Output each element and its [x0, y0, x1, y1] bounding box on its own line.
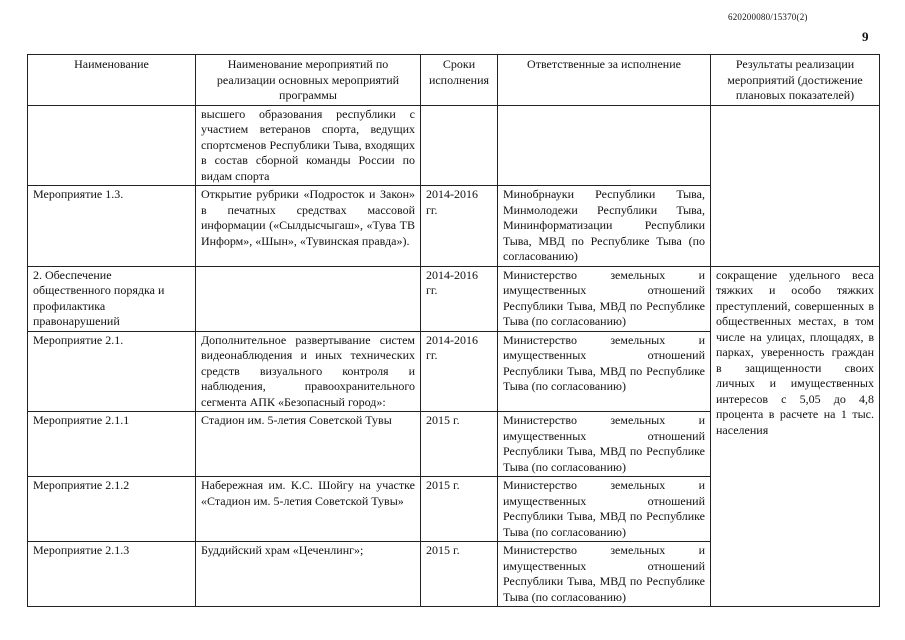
row-name: Мероприятие 2.1.2 — [28, 477, 196, 542]
row-responsible: Министерство земельных и имущественных отношений Республики Тыва, МВД по Республике Тыва (по согласованию) — [498, 477, 711, 542]
row-term: 2015 г. — [421, 477, 498, 542]
row-activity: Стадион им. 5-летия Советской Тувы — [196, 412, 421, 477]
row-name: 2. Обеспечение общественного порядка и профилактика правонарушений — [28, 266, 196, 331]
table-row — [28, 266, 880, 331]
row-responsible — [498, 105, 711, 186]
page-number: 9 — [862, 29, 869, 44]
row-activity: Буддийский храм «Цеченлинг»; — [196, 542, 421, 607]
row-term: 2014-2016 гг. — [421, 186, 498, 267]
row-responsible: Минобрнауки Республики Тыва, Минмолодежи Республики Тыва, Мининформатизации Республики Тыва, МВД по Республике Тыва (по согласованию) — [498, 186, 711, 267]
program-activities-table — [27, 54, 880, 607]
row-activity: высшего образования республики с участием ветеранов спорта, ведущих спортсменов Республики Тыва, входящих в состав сборной команды России по видам спорта — [196, 105, 421, 186]
row-activity — [196, 266, 421, 331]
row-term — [421, 105, 498, 186]
document-code: 620200080/15370(2) — [728, 12, 808, 22]
row-responsible: Министерство земельных и имущественных отношений Республики Тыва, МВД по Республике Тыва (по согласованию) — [498, 331, 711, 412]
row-name — [28, 105, 196, 186]
row-activity: Набережная им. К.С. Шойгу на участке «Стадион им. 5-летия Советской Тувы» — [196, 477, 421, 542]
header-activity: Наименование мероприятий по реализации основных мероприятий программы — [196, 55, 421, 106]
row-term: 2014-2016 гг. — [421, 331, 498, 412]
header-term: Сроки исполнения — [421, 55, 498, 106]
row-term: 2015 г. — [421, 542, 498, 607]
results-cell-empty — [711, 105, 880, 266]
header-name: Наименование — [28, 55, 196, 106]
row-term: 2015 г. — [421, 412, 498, 477]
results-cell: сокращение удельного веса тяжких и особо тяжких преступлений, совершенных в общественных местах, в том числе на улицах, площадях, в парках, уверенность граждан в защищенности своих личных и имущественных интересов с 5,05 до 4,8 процента в расчете на 1 тыс. населения — [711, 266, 880, 607]
row-responsible: Министерство земельных и имущественных отношений Республики Тыва, МВД по Республике Тыва (по согласованию) — [498, 412, 711, 477]
row-name: Мероприятие 2.1.3 — [28, 542, 196, 607]
header-responsible: Ответственные за исполнение — [498, 55, 711, 106]
row-name: Мероприятие 2.1.1 — [28, 412, 196, 477]
row-term: 2014-2016 гг. — [421, 266, 498, 331]
row-activity: Открытие рубрики «Подросток и Закон» в печатных средствах массовой информации («Сылдысчыгаш», «Тува ТВ Информ», «Шын», «Тувинская правда»). — [196, 186, 421, 267]
table-header-row — [28, 55, 880, 106]
row-name: Мероприятие 2.1. — [28, 331, 196, 412]
row-name: Мероприятие 1.3. — [28, 186, 196, 267]
row-responsible: Министерство земельных и имущественных отношений Республики Тыва, МВД по Республике Тыва (по согласованию) — [498, 542, 711, 607]
header-results: Результаты реализации мероприятий (достижение плановых показателей) — [711, 55, 880, 106]
table-row — [28, 105, 880, 186]
row-activity: Дополнительное развертывание систем видеонаблюдения и иных технических средств визуального контроля и наблюдения, правоохранительного сегмента АПК «Безопасный город»: — [196, 331, 421, 412]
row-responsible: Министерство земельных и имущественных отношений Республики Тыва, МВД по Республике Тыва (по согласованию) — [498, 266, 711, 331]
